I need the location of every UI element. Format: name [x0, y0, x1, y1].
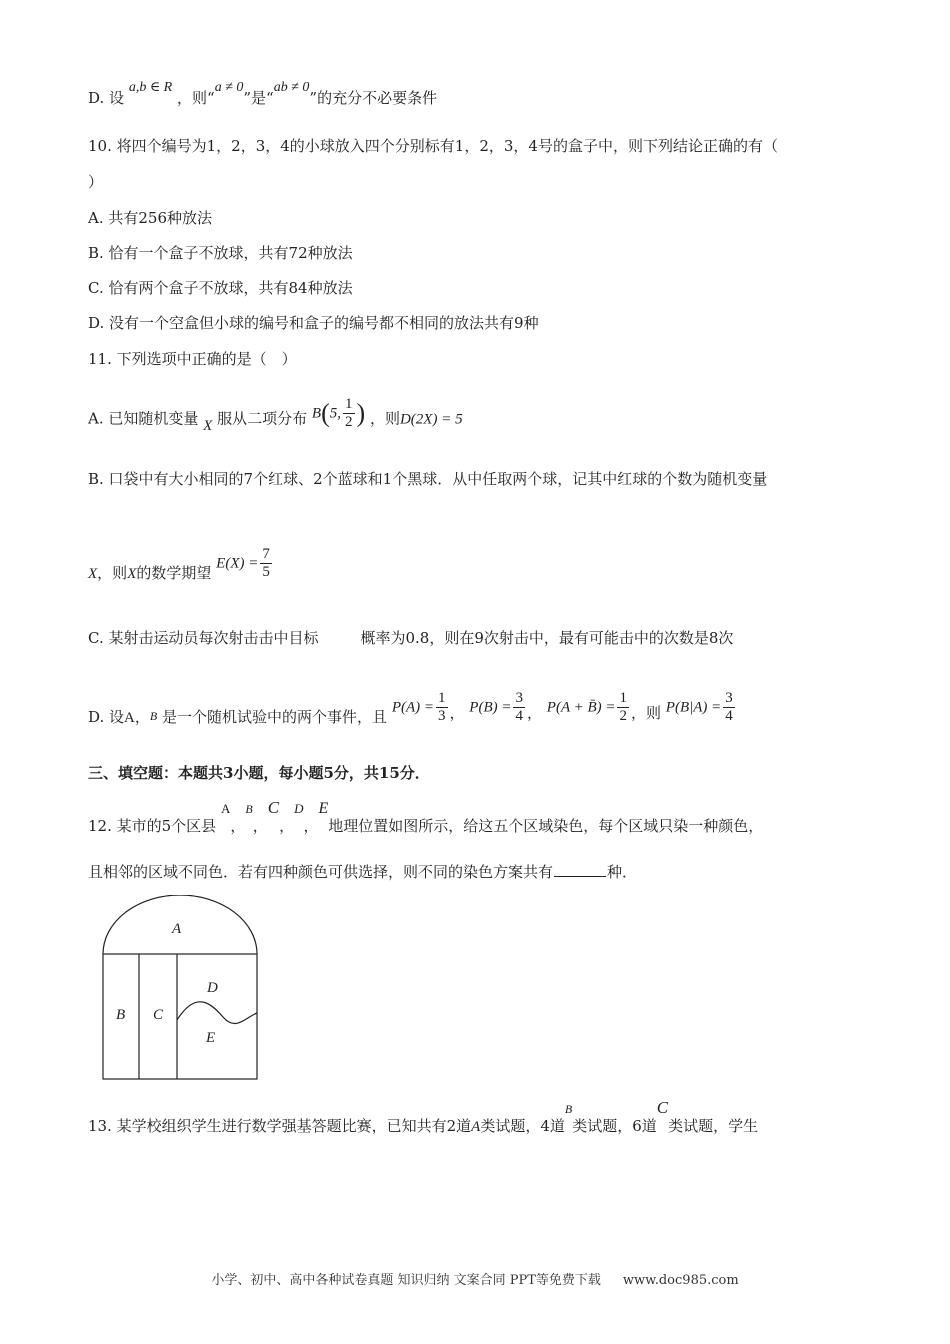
q11-stem: 11. 下列选项中正确的是（ ）: [88, 350, 297, 368]
q9d-cond1: a ≠ 0: [214, 80, 244, 95]
q11d-pab-num: 1: [619, 690, 627, 706]
q11b-var2: X: [127, 565, 137, 582]
q10-option-c: C. 恰有两个盒子不放球，共有84种放法: [88, 279, 353, 297]
q11d-pb-fraction: [513, 690, 525, 725]
q13-suffix: 类试题，学生: [668, 1117, 759, 1135]
q9d-set: a,b ∈ R: [128, 80, 173, 95]
section-heading: 三、填空题：本题共3小题，每小题5分，共15分．: [88, 764, 430, 782]
q9d-mid1: ，则“: [177, 89, 215, 107]
q10-option-d: D. 没有一个空盒但小球的编号和盒子的编号都不相同的放法共有9种: [88, 314, 539, 332]
region-c-label: C: [153, 1007, 164, 1023]
q11d-pb: P(B) =: [469, 699, 512, 716]
q12-line2a: 且相邻的区域不同色．若有四种颜色可供选择，则不同的染色方案共有: [88, 863, 554, 881]
footer-text: 小学、初中、高中各种试卷真题 知识归纳 文案合同 PPT等免费下载: [211, 1273, 601, 1288]
wave-de: [177, 1002, 257, 1024]
q11d-pa: P(A) =: [391, 699, 434, 716]
q12-label-b: B: [245, 802, 253, 816]
q13-mid2: 类试题，6道: [572, 1117, 657, 1135]
q12-label-e: E: [318, 800, 329, 817]
q12-line1: 12. 某市的5个区县 A，$^B$，C，D，E地理位置如图所示，给这五个区域染色，每个区域只染一种颜色，: [88, 798, 764, 835]
q11b-frac-den: 5: [262, 564, 270, 580]
q11d-A: A: [124, 709, 135, 726]
q11a-frac-den: 2: [345, 414, 353, 430]
q11-option-c: [88, 628, 733, 648]
region-b-label: B: [116, 1007, 126, 1023]
q11b-frac-num: 7: [262, 546, 270, 562]
q11a-fraction: [343, 396, 355, 431]
q11a-frac-num: 1: [345, 396, 353, 412]
q11c-part2: 概率为0.8，则在9次射击中，最有可能击中的次数是8次: [360, 629, 734, 647]
q13-mid1: 类试题，4道: [480, 1117, 565, 1135]
q11a-var: X: [203, 417, 213, 434]
q10-option-b: B. 恰有一个盒子不放球，共有72种放法: [88, 244, 353, 262]
q11d-pcond: P(B|A) =: [665, 699, 722, 716]
q11c-part1: C. 某射击运动员每次射击击中目标: [88, 629, 319, 647]
q10-stem-line2: ）: [88, 173, 104, 191]
q11d-pab: P(A + B̄) =: [546, 699, 616, 716]
q13-C: C: [656, 1098, 669, 1117]
q9d-suffix: ”的充分不必要条件: [309, 89, 438, 107]
q11d-prefix: D. 设: [88, 707, 125, 726]
q12-label-c: C: [267, 798, 280, 817]
q12-prefix: 12. 某市的5个区县: [88, 817, 217, 835]
q11-option-a: [88, 396, 463, 437]
q9d-mid2: ”是“: [243, 89, 274, 107]
q11b-mid1: ，则: [97, 563, 128, 582]
q11a-binomial: B(5, $\frac{1}{2}$ ): [311, 396, 366, 430]
q12-label-a: A: [220, 801, 231, 816]
q11a-prefix: A. 已知随机变量: [88, 409, 199, 428]
q12-label-d: D: [294, 801, 304, 816]
q11d-pcond-den: 4: [725, 708, 733, 724]
q11b-var: X: [88, 565, 98, 582]
q13-A: A: [471, 1119, 481, 1135]
q11b-expectation: E(X) =: [216, 555, 259, 572]
q11d-pcond-fraction: [723, 690, 735, 725]
q11-option-d: D. 设A，$_B$ 是一个随机试验中的两个事件，且 P(A) = $\frac{1}{3}$ ， P(B) = $\frac{3}{4}$ ， P(A + B̄) = $\frac{1}{2}$ ，则 P(B|A) = $\frac{3}{4}$: [88, 690, 733, 726]
answer-blank: [554, 862, 606, 877]
q12-line2b: 种．: [607, 863, 638, 881]
q11d-pa-num: 1: [438, 690, 446, 706]
q12-line2: [88, 862, 637, 882]
footer-link[interactable]: www.doc985.com: [622, 1273, 739, 1288]
q13-line1: [88, 1098, 759, 1135]
q10-option-a: A. 共有256种放法: [88, 209, 212, 227]
q10-stem-line1: 10. 将四个编号为1，2，3，4的小球放入四个分别标有1，2，3，4号的盒子中，则下列结论正确的有（: [88, 137, 778, 155]
q11d-pb-num: 3: [515, 690, 523, 706]
q11a-n: 5,: [329, 405, 341, 422]
region-a-label: A: [172, 921, 182, 937]
q11d-mid: 是一个随机试验中的两个事件，且: [162, 707, 388, 726]
region-d-label: D: [207, 980, 218, 996]
q11d-pcond-num: 3: [725, 690, 733, 706]
q11b-fraction: [260, 546, 272, 581]
q11d-pa-den: 3: [438, 708, 446, 724]
q11a-B: B: [311, 405, 322, 422]
q11d-pa-fraction: [436, 690, 448, 725]
q9d-cond2: ab ≠ 0: [273, 80, 310, 95]
q11a-then: ，则: [369, 409, 400, 428]
q11d-B: B: [149, 708, 158, 723]
q13-B: B: [564, 1102, 573, 1116]
q9-option-d: [88, 80, 438, 110]
q11d-then: ，则: [630, 703, 661, 722]
page-footer: [0, 1269, 950, 1288]
q11d-sep: ，: [134, 707, 150, 726]
q11a-result: D(2X) = 5: [399, 411, 463, 428]
q11b-mid2: 的数学期望: [136, 563, 212, 582]
q11a-mid: 服从二项分布: [217, 409, 308, 428]
region-map-figure: [96, 895, 266, 1085]
q11d-pab-den: 2: [619, 708, 627, 724]
q11d-pb-den: 4: [515, 708, 523, 724]
q12-suffix: 地理位置如图所示，给这五个区域染色，每个区域只染一种颜色，: [328, 817, 764, 835]
q9d-prefix: D. 设: [88, 89, 125, 107]
q11-option-b-line2: [88, 546, 274, 581]
q11-option-b-line1: B. 口袋中有大小相同的7个红球、2个蓝球和1个黑球．从中任取两个球，记其中红球的个数为随机变量: [88, 470, 768, 488]
q13-prefix: 13. 某学校组织学生进行数学强基答题比赛，已知共有2道: [88, 1117, 472, 1135]
region-e-label: E: [206, 1030, 216, 1046]
q11d-pab-fraction: [617, 690, 629, 725]
